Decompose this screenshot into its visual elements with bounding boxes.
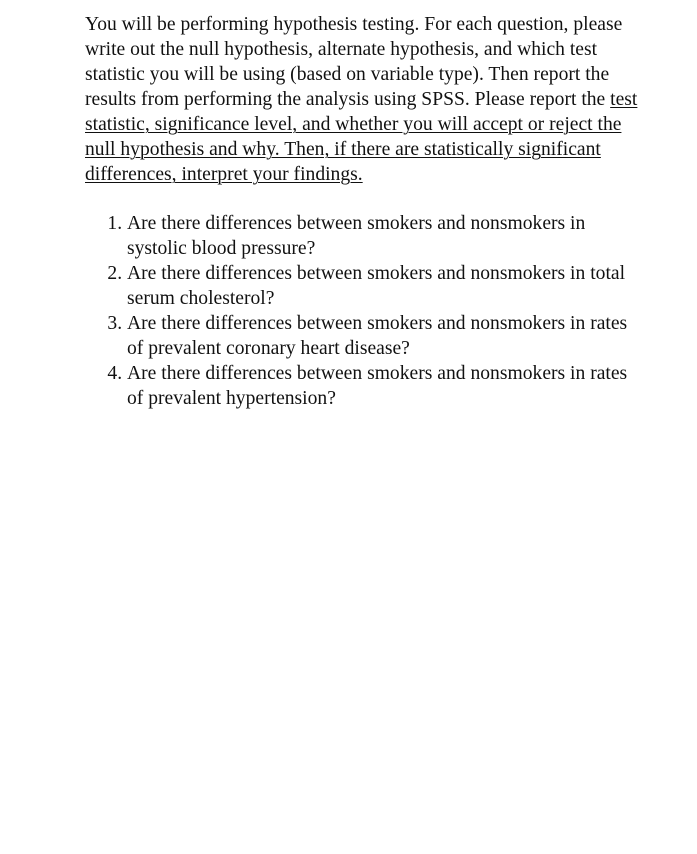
question-item: 4. Are there differences between smokers and nonsmokers in rates of prevalent hypertension?: [127, 361, 637, 411]
instructions-underlined-text: test statistic, significance level, and whether you will accept or reject the null hypothesis and why. Then, if there are statistically significant differences, interpret your findings.: [85, 89, 638, 185]
question-item: 1. Are there differences between smokers and nonsmokers in systolic blood pressure?: [127, 211, 637, 261]
instructions-text: You will be performing hypothesis testing. For each question, please write out the null hypothesis, alternate hypothesis, and which test statistic you will be using (based on variable type). Then report the results from performing the analysis using SPSS. Please report the: [85, 14, 623, 110]
questions-list: [85, 211, 637, 411]
question-item: 2. Are there differences between smokers and nonsmokers in total serum cholesterol?: [127, 261, 637, 311]
instructions-paragraph: [85, 12, 645, 187]
question-item: 3. Are there differences between smokers and nonsmokers in rates of prevalent coronary heart disease?: [127, 311, 637, 361]
document-page: [85, 12, 645, 411]
